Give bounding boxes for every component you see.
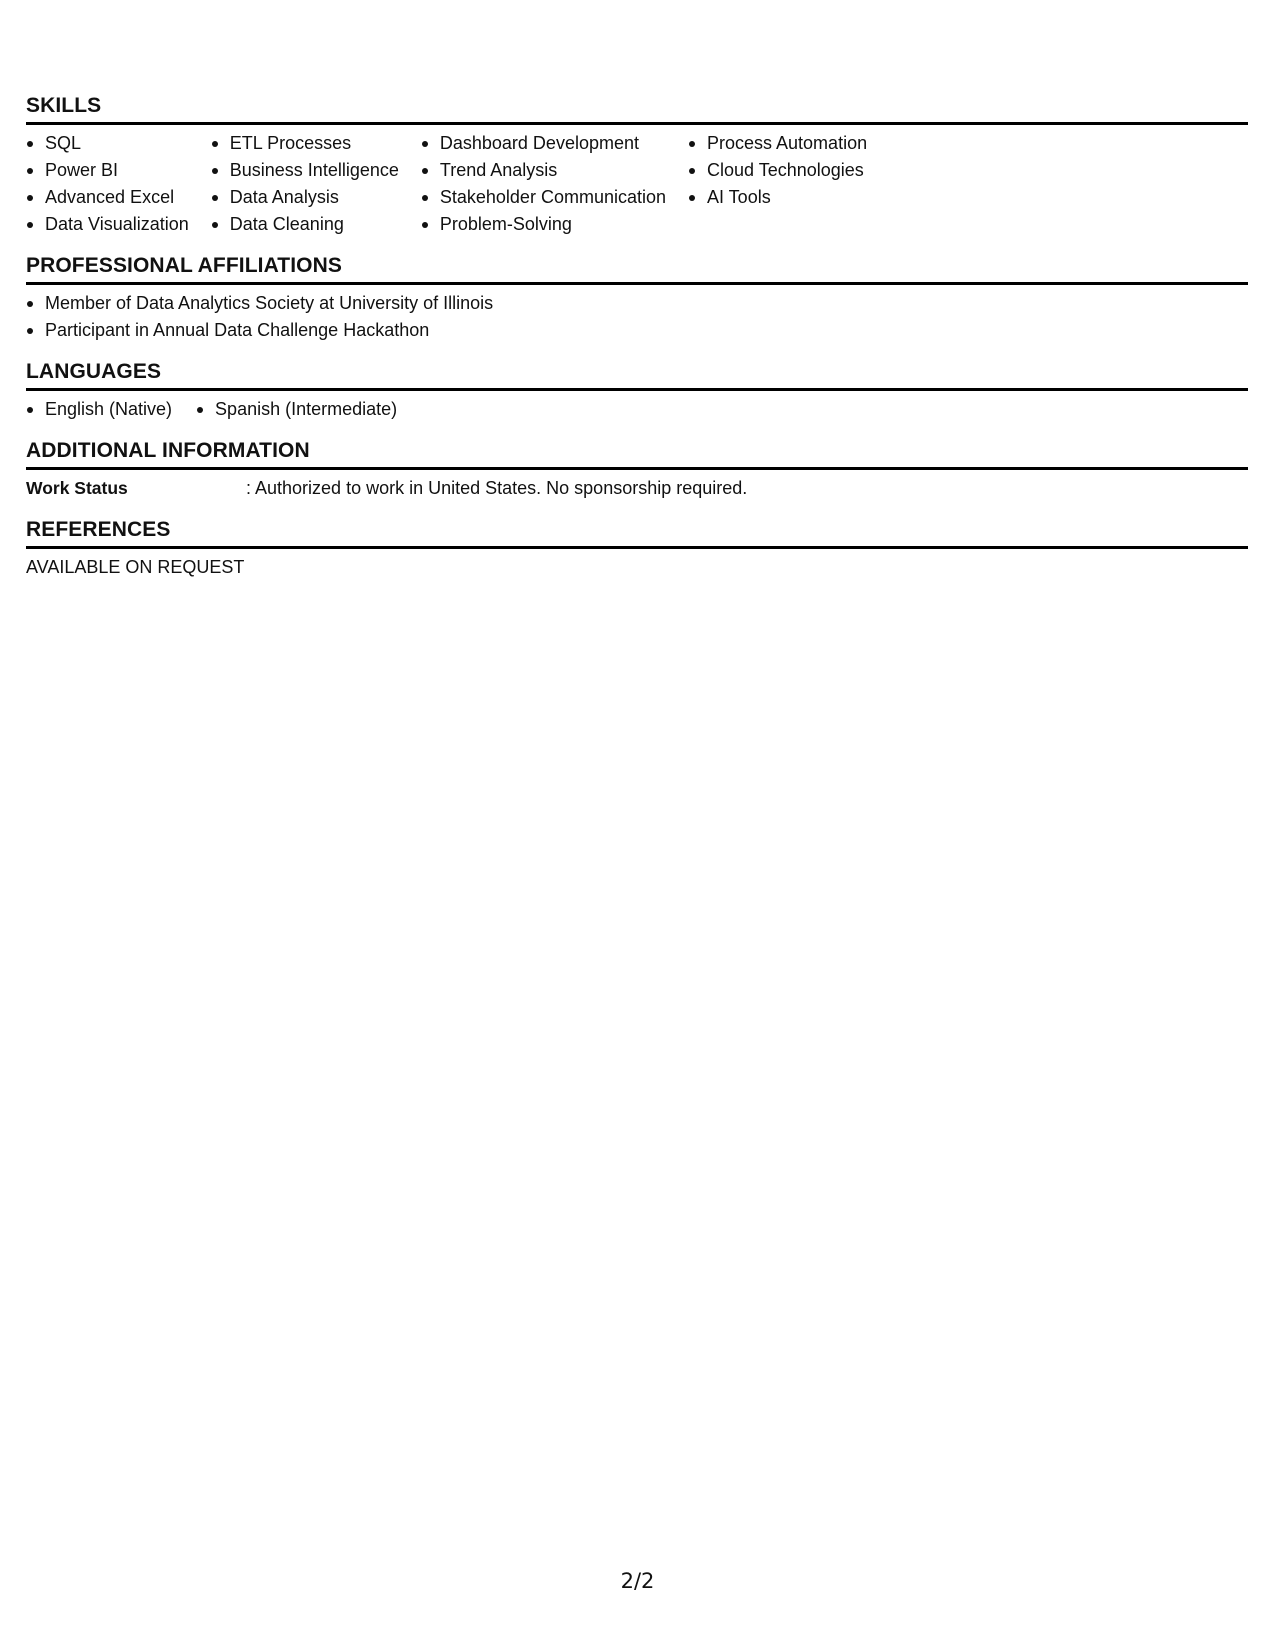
references-section [26,516,1248,581]
languages-list [26,396,1248,423]
skill-item: Data Visualization [26,211,189,238]
languages-body [26,391,1248,423]
affiliation-item: Participant in Annual Data Challenge Hackathon [26,317,1248,344]
skill-item: Data Cleaning [211,211,399,238]
work-status-value: : Authorized to work in United States. No sponsorship required. [246,478,748,498]
skills-column-2 [211,130,399,238]
skill-item: Dashboard Development [421,130,666,157]
affiliations-list [26,290,1248,344]
references-body [26,549,1248,581]
skills-column-4 [688,130,867,238]
work-status-row [26,475,1248,502]
references-heading: REFERENCES [26,516,1248,549]
skill-item: AI Tools [688,184,867,211]
skill-item: Advanced Excel [26,184,189,211]
language-item: English (Native) [26,396,172,423]
affiliation-item: Member of Data Analytics Society at University of Illinois [26,290,1248,317]
skills-grid [26,125,1248,238]
affiliations-body [26,285,1248,344]
skill-item: Stakeholder Communication [421,184,666,211]
skill-item: Data Analysis [211,184,399,211]
skills-section [26,92,1248,238]
additional-info-heading: ADDITIONAL INFORMATION [26,437,1248,470]
skill-item: Process Automation [688,130,867,157]
skills-column-1 [26,130,189,238]
skill-item: Business Intelligence [211,157,399,184]
resume-page [26,92,1248,595]
skills-column-3 [421,130,666,238]
skill-item: Problem-Solving [421,211,666,238]
skill-item: ETL Processes [211,130,399,157]
additional-info-body [26,470,1248,502]
affiliations-section [26,252,1248,344]
skill-item: Trend Analysis [421,157,666,184]
references-text: AVAILABLE ON REQUEST [26,557,245,577]
language-item: Spanish (Intermediate) [196,396,397,423]
page-number: 2/2 [620,1569,655,1593]
languages-heading: LANGUAGES [26,358,1248,391]
skill-item: Cloud Technologies [688,157,867,184]
skills-heading: SKILLS [26,92,1248,125]
work-status-label: Work Status [26,478,128,498]
additional-info-section [26,437,1248,502]
skill-item: Power BI [26,157,189,184]
languages-section [26,358,1248,423]
skill-item: SQL [26,130,189,157]
affiliations-heading: PROFESSIONAL AFFILIATIONS [26,252,1248,285]
